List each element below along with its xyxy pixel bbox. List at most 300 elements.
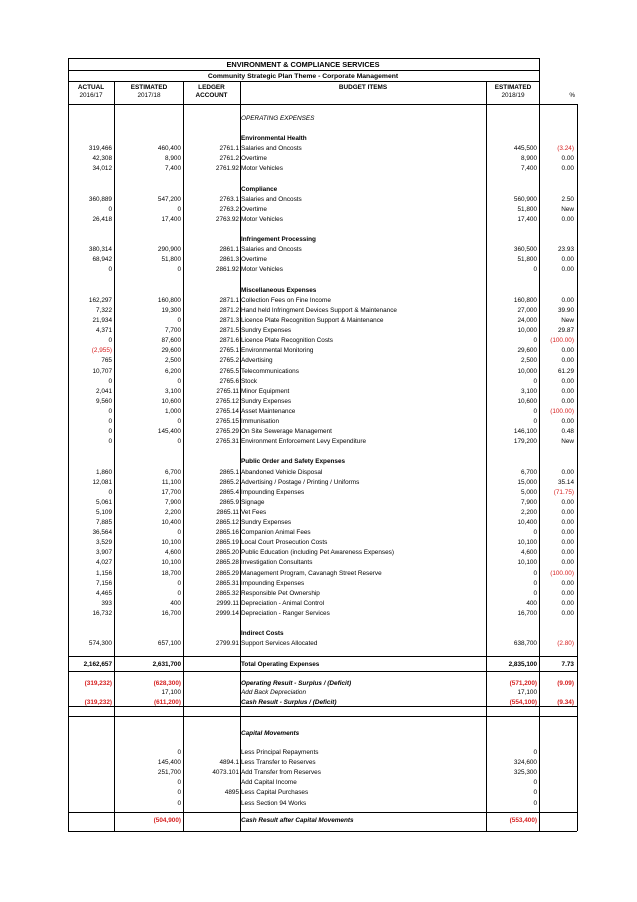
ledger-cell: 2765.2: [219, 357, 239, 364]
budget-item-label: Less Section 94 Works: [241, 799, 307, 807]
budget-item-label: Motor Vehicles: [241, 165, 283, 172]
actual-cell: 765: [101, 357, 112, 364]
budget-item-label: Companion Animal Fees: [241, 529, 311, 536]
estimated-cell: 15,000: [517, 479, 537, 486]
budget-item-label: Minor Equipment: [241, 388, 290, 395]
ledger-cell: 2763.92: [215, 216, 239, 223]
estimated-prev-cell: 145,400: [157, 428, 181, 435]
right-border-header: [539, 58, 540, 104]
budget-item-label: Motor Vehicles: [241, 266, 283, 273]
pct-change-cell: (2.80): [557, 640, 574, 647]
pct-change-cell: 0.00: [561, 378, 574, 385]
pct-change-cell: 0.00: [561, 357, 574, 364]
ledger-cell: 2865.2: [219, 479, 239, 486]
ledger-cell: 2799.91: [215, 640, 239, 647]
actual-cell: 1,156: [96, 570, 112, 577]
ledger-cell: 2871.6: [219, 337, 239, 344]
ledger-cell: 2763.1: [219, 196, 239, 203]
pct-change-cell: 61.29: [558, 368, 574, 375]
budget-item-label: Overtime: [241, 155, 267, 162]
budget-item-label: Salaries and Oncosts: [241, 145, 302, 152]
estimated-prev-cell: 0: [177, 590, 181, 597]
budget-item-label: Investigation Consultants: [241, 559, 313, 566]
page-subtitle: Community Strategic Plan Theme - Corporate Management: [207, 73, 399, 80]
estimated-prev-cell: 16,700: [161, 610, 181, 617]
pct-change-cell: 0.00: [561, 519, 574, 526]
estimated-cell: 0: [533, 789, 537, 797]
section-heading: Public Order and Safety Expenses: [241, 458, 346, 465]
actual-cell: 12,081: [92, 479, 112, 486]
estimated-prev-cell: 19,300: [161, 307, 181, 314]
budget-item-label: Motor Vehicles: [241, 216, 283, 223]
ledger-cell: 2865.4: [219, 489, 239, 496]
col-header-actual: [68, 84, 114, 100]
header-bottom-border: [68, 104, 577, 105]
section-heading: Capital Movements: [241, 730, 300, 737]
top-border: [68, 58, 539, 59]
col-header-estimated-l2: 2018/19: [501, 92, 525, 99]
ledger-cell: 2765.29: [215, 428, 239, 435]
actual-cell: 0: [108, 378, 112, 385]
estimated-prev-cell: 0: [177, 799, 181, 807]
pct-change-cell: 29.87: [558, 327, 574, 334]
actual-cell: 4,027: [96, 559, 112, 566]
budget-item-label: Licence Plate Recognition Support & Maintenance: [241, 317, 384, 324]
estimated-cell: 10,100: [517, 559, 537, 566]
actual-cell: 0: [108, 438, 112, 445]
budget-item-label: Sundry Expenses: [241, 327, 292, 334]
ledger-cell: 2765.11: [216, 388, 239, 395]
estimated-cell: 17,400: [517, 216, 537, 223]
budget-item-label: Support Services Allocated: [241, 640, 318, 647]
actual-cell: 7,156: [96, 580, 112, 587]
estimated-prev-cell: 10,100: [161, 539, 181, 546]
ledger-cell: 4895: [224, 789, 239, 797]
budget-item-label: Overtime: [241, 206, 267, 213]
pct-change-cell: 0.00: [561, 549, 574, 556]
col-header-ledger: [184, 84, 239, 100]
estimated-cell: 51,800: [517, 206, 537, 213]
pct-change-cell: 0.48: [561, 428, 574, 435]
page-title: ENVIRONMENT & COMPLIANCE SERVICES: [226, 60, 380, 69]
estimated-cell: 400: [526, 600, 537, 607]
estimated-prev-cell: 0: [177, 317, 181, 324]
actual-cell: 4,465: [96, 590, 112, 597]
estimated-cell: 160,800: [513, 297, 537, 304]
estimated-prev-cell: (504,900): [153, 817, 181, 824]
budget-item-label: Advertising: [241, 357, 273, 364]
ledger-cell: 2865.19: [215, 539, 239, 546]
estimated-prev-cell: 29,600: [161, 347, 181, 354]
column-divider: [486, 81, 487, 831]
estimated-prev-cell: 460,400: [157, 145, 181, 152]
budget-item-label: Collection Fees on Fine Income: [241, 297, 331, 304]
budget-item-label: Asset Maintenance: [241, 408, 296, 415]
estimated-cell: 6,700: [521, 469, 537, 476]
actual-cell: 360,889: [88, 196, 112, 203]
estimated-prev-cell: 0: [177, 206, 181, 213]
rule-line: [68, 812, 577, 813]
section-heading: Compliance: [241, 186, 278, 193]
actual-cell: 4,371: [96, 327, 112, 334]
pct-change-cell: New: [561, 317, 574, 324]
estimated-prev-cell: 87,600: [161, 337, 181, 344]
ledger-cell: 2761.1: [219, 145, 239, 152]
col-header-pct: %: [569, 92, 575, 99]
ledger-cell: 2761.2: [219, 155, 239, 162]
estimated-prev-cell: 17,700: [161, 489, 181, 496]
budget-item-label: Environmental Monitoring: [241, 347, 314, 354]
budget-item-label: Depreciation - Animal Control: [241, 600, 325, 607]
ledger-cell: 2765.14: [215, 408, 239, 415]
estimated-cell: 2,200: [521, 509, 537, 516]
ledger-cell: 2861.3: [219, 256, 239, 263]
estimated-prev-cell: 2,200: [165, 509, 181, 516]
ledger-cell: 2765.5: [219, 368, 239, 375]
estimated-cell: 0: [533, 799, 537, 807]
estimated-prev-cell: 0: [177, 438, 181, 445]
actual-cell: 5,061: [96, 499, 112, 506]
ledger-cell: 4073.101: [212, 769, 239, 777]
actual-cell: 0: [108, 266, 112, 273]
total-label: Total Operating Expenses: [241, 661, 320, 668]
estimated-prev-cell: 10,400: [161, 519, 181, 526]
actual-cell: (319,232): [84, 680, 112, 687]
estimated-cell: 0: [533, 580, 537, 587]
ledger-cell: 2761.92: [215, 165, 239, 172]
estimated-cell: 10,000: [517, 368, 537, 375]
estimated-prev-cell: 7,400: [165, 165, 181, 172]
estimated-prev-cell: 0: [177, 749, 181, 756]
estimated-prev-cell: 1,000: [165, 408, 181, 415]
pct-change-cell: New: [561, 438, 574, 445]
actual-cell: 5,109: [96, 509, 112, 516]
estimated-cell: 179,200: [513, 438, 537, 445]
actual-cell: 3,529: [96, 539, 112, 546]
pct-change-cell: New: [561, 206, 574, 213]
budget-item-label: Add Capital Income: [241, 779, 297, 787]
estimated-prev-cell: 8,900: [165, 155, 181, 162]
ledger-cell: 4894.1: [219, 759, 239, 767]
estimated-cell: 560,900: [513, 196, 537, 203]
estimated-prev-cell: 547,200: [157, 196, 181, 203]
ledger-cell: 2765.6: [219, 378, 239, 385]
estimated-cell: 10,600: [517, 398, 537, 405]
budget-item-label: Telecommunications: [241, 368, 299, 375]
estimated-prev-cell: 2,500: [165, 357, 181, 364]
estimated-cell: 2,500: [521, 357, 537, 364]
pct-change-cell: 2.50: [561, 196, 574, 203]
section-heading: Infringement Processing: [241, 236, 316, 243]
estimated-cell: 445,500: [513, 145, 537, 152]
budget-item-label: Sundry Expenses: [241, 398, 292, 405]
ledger-cell: 2765.12: [215, 398, 239, 405]
ledger-cell: 2865.32: [215, 590, 239, 597]
estimated-cell: 16,700: [517, 610, 537, 617]
ledger-cell: 2999.11: [216, 600, 239, 607]
budget-item-label: Less Principal Repayments: [241, 749, 319, 756]
estimated-prev-cell: 145,400: [157, 759, 181, 767]
budget-item-label: Stock: [241, 378, 257, 385]
col-header-estimated-prev: [115, 84, 183, 100]
pct-change-cell: (3.24): [557, 145, 574, 152]
actual-cell: 1,860: [96, 469, 112, 476]
section-heading: Indirect Costs: [241, 630, 284, 637]
estimated-prev-cell: 0: [177, 789, 181, 797]
total-label: Cash Result after Capital Movements: [241, 817, 354, 824]
actual-cell: 162,297: [88, 297, 112, 304]
estimated-cell: 10,000: [517, 327, 537, 334]
budget-item-label: On Site Sewerage Management: [241, 428, 332, 435]
estimated-cell: 51,800: [517, 256, 537, 263]
estimated-prev-cell: (628,300): [153, 680, 181, 687]
pct-change-cell: (9.09): [557, 680, 574, 687]
budget-item-label: Impounding Expenses: [241, 489, 305, 496]
pct-change-cell: 0.00: [561, 509, 574, 516]
actual-cell: 0: [108, 428, 112, 435]
estimated-cell: 4,600: [521, 549, 537, 556]
ledger-cell: 2865.11: [216, 509, 239, 516]
pct-change-cell: 35.14: [558, 479, 574, 486]
estimated-cell: (553,400): [509, 817, 537, 824]
estimated-cell: 0: [533, 570, 537, 577]
budget-item-label: Overtime: [241, 256, 267, 263]
estimated-prev-cell: 7,700: [165, 327, 181, 334]
ledger-cell: 2861.92: [215, 266, 239, 273]
pct-change-cell: 0.00: [561, 388, 574, 395]
ledger-cell: 2871.5: [219, 327, 239, 334]
ledger-cell: 2861.1: [219, 246, 239, 253]
pct-change-cell: 39.90: [558, 307, 574, 314]
actual-cell: 2,041: [96, 388, 112, 395]
rule-line: [68, 70, 539, 71]
actual-cell: 0: [108, 337, 112, 344]
ledger-cell: 2871.2: [219, 307, 239, 314]
section-heading: Environmental Health: [241, 135, 307, 142]
ledger-cell: 2871.1: [219, 297, 239, 304]
estimated-cell: 0: [533, 779, 537, 787]
estimated-prev-cell: (611,200): [153, 699, 181, 706]
col-header-estimated-prev-l2: 2017/18: [137, 92, 161, 99]
budget-item-label: Hand held Infringment Devices Support & Maintenance: [241, 307, 397, 314]
estimated-prev-cell: 0: [177, 418, 181, 425]
bottom-border: [68, 831, 577, 832]
pct-change-cell: 0.00: [561, 529, 574, 536]
budget-item-label: Depreciation - Ranger Services: [241, 610, 330, 617]
ledger-cell: 2865.16: [215, 529, 239, 536]
estimated-cell: 0: [533, 590, 537, 597]
budget-item-label: Less Capital Purchases: [241, 789, 309, 797]
actual-cell: 16,732: [92, 610, 112, 617]
budget-item-label: Salaries and Oncosts: [241, 246, 302, 253]
pct-change-cell: 0.00: [561, 610, 574, 617]
pct-change-cell: 0.00: [561, 398, 574, 405]
budget-item-label: Environment Enforcement Levy Expenditure: [241, 438, 367, 445]
actual-cell: 0: [108, 489, 112, 496]
actual-cell: (2,955): [91, 347, 112, 354]
col-header-estimated: [487, 84, 539, 100]
ledger-cell: 2865.9: [219, 499, 239, 506]
pct-change-cell: 0.00: [561, 600, 574, 607]
col-header-actual-l1: ACTUAL: [77, 84, 105, 91]
ledger-cell: 2865.20: [215, 549, 239, 556]
estimated-cell: 5,000: [521, 489, 537, 496]
pct-change-cell: 0.00: [561, 266, 574, 273]
col-header-items: BUDGET ITEMS: [338, 84, 388, 91]
estimated-prev-cell: 3,100: [165, 388, 181, 395]
estimated-cell: 29,600: [517, 347, 537, 354]
budget-item-label: Vet Fees: [241, 509, 267, 516]
estimated-cell: 0: [533, 418, 537, 425]
estimated-cell: 7,400: [521, 165, 537, 172]
estimated-cell: 0: [533, 408, 537, 415]
rule-line: [68, 656, 577, 657]
pct-change-cell: 7.73: [561, 661, 574, 668]
total-label: Cash Result - Surplus / (Deficit): [241, 699, 337, 706]
section-heading: Miscellaneous Expenses: [241, 287, 317, 294]
col-header-estimated-l1: ESTIMATED: [494, 84, 532, 91]
estimated-cell: 7,900: [521, 499, 537, 506]
actual-cell: 21,934: [92, 317, 112, 324]
estimated-cell: 24,000: [517, 317, 537, 324]
actual-cell: 0: [108, 408, 112, 415]
estimated-cell: 2,835,100: [508, 661, 537, 668]
estimated-cell: 146,100: [513, 428, 537, 435]
estimated-cell: 638,700: [513, 640, 537, 647]
rule-line: [68, 671, 577, 672]
actual-cell: 68,942: [92, 256, 112, 263]
pct-change-cell: 0.00: [561, 499, 574, 506]
actual-cell: 2,162,657: [83, 661, 112, 668]
estimated-cell: 17,100: [517, 689, 537, 696]
actual-cell: 26,418: [92, 216, 112, 223]
estimated-prev-cell: 0: [177, 529, 181, 536]
budget-item-label: Licence Plate Recognition Costs: [241, 337, 334, 344]
estimated-prev-cell: 0: [177, 266, 181, 273]
budget-item-label: Public Education (including Pet Awareness Expenses): [241, 549, 394, 556]
budget-item-label: Signage: [241, 499, 265, 506]
pct-change-cell: 0.00: [561, 347, 574, 354]
budget-item-label: Responsible Pet Ownership: [241, 590, 320, 597]
actual-cell: 3,907: [96, 549, 112, 556]
actual-cell: 7,885: [96, 519, 112, 526]
budget-item-label: Advertising / Postage / Printing / Uniforms: [241, 479, 360, 486]
estimated-prev-cell: 17,400: [161, 216, 181, 223]
actual-cell: 36,564: [92, 529, 112, 536]
estimated-cell: 10,400: [517, 519, 537, 526]
estimated-prev-cell: 6,200: [165, 368, 181, 375]
estimated-prev-cell: 17,100: [161, 689, 181, 696]
rule-line: [68, 81, 539, 82]
estimated-prev-cell: 0: [177, 378, 181, 385]
total-label: Operating Result - Surplus / (Deficit): [241, 680, 352, 687]
pct-change-cell: 0.00: [561, 297, 574, 304]
estimated-cell: 324,600: [513, 759, 537, 767]
actual-cell: 10,707: [92, 368, 112, 375]
pct-change-cell: 0.00: [561, 256, 574, 263]
estimated-prev-cell: 400: [170, 600, 181, 607]
pct-change-cell: 0.00: [561, 155, 574, 162]
actual-cell: (319,232): [84, 699, 112, 706]
estimated-cell: 8,900: [521, 155, 537, 162]
estimated-prev-cell: 11,100: [161, 479, 181, 486]
ledger-cell: 2865.29: [215, 570, 239, 577]
ledger-cell: 2871.3: [219, 317, 239, 324]
rule-line: [68, 716, 577, 717]
estimated-prev-cell: 657,100: [157, 640, 181, 647]
estimated-cell: 0: [533, 337, 537, 344]
pct-change-cell: 0.00: [561, 559, 574, 566]
actual-cell: 0: [108, 418, 112, 425]
actual-cell: 42,308: [92, 155, 112, 162]
estimated-cell: (571,200): [509, 680, 537, 687]
estimated-prev-cell: 2,631,700: [152, 661, 181, 668]
pct-change-cell: 0.00: [561, 539, 574, 546]
estimated-cell: 3,100: [521, 388, 537, 395]
ledger-cell: 2865.1: [219, 469, 239, 476]
actual-cell: 380,314: [88, 246, 112, 253]
estimated-prev-cell: 251,700: [157, 769, 181, 777]
ledger-cell: 2865.12: [215, 519, 239, 526]
pct-change-cell: 23.93: [558, 246, 574, 253]
ledger-cell: 2999.14: [215, 610, 239, 617]
ledger-cell: 2865.31: [215, 580, 239, 587]
estimated-prev-cell: 290,900: [157, 246, 181, 253]
estimated-prev-cell: 0: [177, 779, 181, 787]
estimated-cell: 10,100: [517, 539, 537, 546]
estimated-cell: 0: [533, 529, 537, 536]
right-border: [577, 104, 578, 831]
actual-cell: 9,560: [96, 398, 112, 405]
ledger-cell: 2765.1: [219, 347, 239, 354]
estimated-prev-cell: 7,900: [165, 499, 181, 506]
estimated-cell: 0: [533, 378, 537, 385]
estimated-prev-cell: 51,800: [161, 256, 181, 263]
pct-change-cell: (100.00): [550, 408, 574, 415]
budget-item-label: Impounding Expenses: [241, 580, 305, 587]
budget-item-label: Less Transfer to Reserves: [241, 759, 316, 767]
estimated-cell: (554,100): [509, 699, 537, 706]
estimated-cell: 0: [533, 749, 537, 756]
estimated-prev-cell: 10,100: [161, 559, 181, 566]
estimated-prev-cell: 160,800: [157, 297, 181, 304]
col-header-estimated-prev-l1: ESTIMATED: [130, 84, 168, 91]
column-divider: [114, 81, 115, 831]
pct-change-cell: (9.34): [557, 699, 574, 706]
col-header-actual-l2: 2016/17: [79, 92, 103, 99]
budget-item-label: Immunisation: [241, 418, 280, 425]
col-header-ledger-l1: LEDGER: [198, 84, 225, 91]
budget-item-label: Salaries and Oncosts: [241, 196, 302, 203]
ledger-cell: 2765.31: [215, 438, 239, 445]
pct-change-cell: 0.00: [561, 469, 574, 476]
actual-cell: 0: [108, 206, 112, 213]
pct-change-cell: (100.00): [550, 337, 574, 344]
estimated-cell: 360,500: [513, 246, 537, 253]
col-header-ledger-l2: ACCOUNT: [195, 92, 228, 99]
budget-item-label: Abandoned Vehicle Disposal: [241, 469, 323, 476]
estimated-cell: 27,000: [517, 307, 537, 314]
estimated-prev-cell: 10,600: [161, 398, 181, 405]
estimated-cell: 0: [533, 266, 537, 273]
total-label: Add Back Depreciation: [241, 689, 307, 696]
estimated-prev-cell: 6,700: [165, 469, 181, 476]
estimated-cell: 325,300: [513, 769, 537, 777]
estimated-prev-cell: 4,600: [165, 549, 181, 556]
pct-change-cell: (71.75): [553, 489, 574, 496]
ledger-cell: 2865.28: [215, 559, 239, 566]
pct-change-cell: 0.00: [561, 216, 574, 223]
